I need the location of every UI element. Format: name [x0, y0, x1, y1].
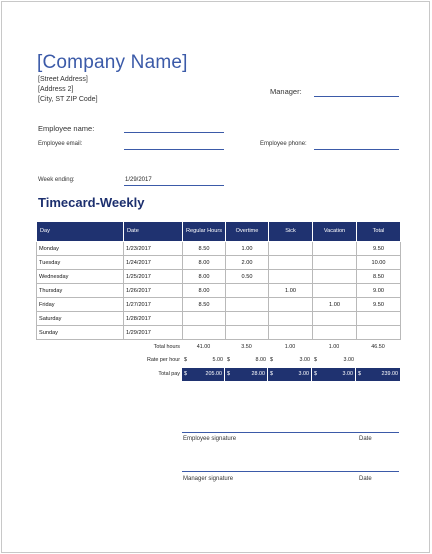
- table-row: [37, 326, 401, 340]
- manager-field[interactable]: [314, 96, 399, 97]
- regular-cell[interactable]: 8.50: [183, 242, 226, 256]
- rate-row: [147, 354, 400, 367]
- vacation-cell[interactable]: 1.00: [313, 298, 357, 312]
- employee-email-label: Employee email:: [38, 141, 83, 147]
- rate-currency: $: [314, 357, 317, 363]
- overtime-cell[interactable]: 0.50: [226, 270, 269, 284]
- address-2: [Address 2]: [38, 86, 74, 93]
- employee-phone-field[interactable]: [314, 149, 399, 150]
- sick-cell[interactable]: [269, 242, 313, 256]
- manager-label: Manager:: [270, 87, 302, 96]
- rate-label: Rate per hour: [147, 357, 180, 363]
- day-cell: Friday: [37, 298, 124, 312]
- pay-total-cell: [356, 368, 400, 381]
- total-hours-row: [153, 341, 400, 354]
- col-vacation: Vacation: [313, 222, 357, 242]
- col-total: Total: [357, 222, 401, 242]
- date-cell[interactable]: 1/23/2017: [124, 242, 183, 256]
- col-overtime: Overtime: [226, 222, 269, 242]
- employee-name-label: Employee name:: [38, 124, 95, 133]
- pay-currency: $: [270, 371, 273, 377]
- regular-cell[interactable]: 8.00: [183, 256, 226, 270]
- date-cell[interactable]: 1/28/2017: [124, 312, 183, 326]
- col-regular-hours: Regular Hours: [183, 222, 226, 242]
- col-sick: Sick: [269, 222, 313, 242]
- pay-total: 239.00: [381, 371, 398, 377]
- rate-sick[interactable]: 3.00: [299, 357, 310, 363]
- manager-signature-label: Manager signature: [183, 476, 234, 482]
- day-cell: Thursday: [37, 284, 124, 298]
- pay-vacation: 3.00: [342, 371, 353, 377]
- pay-currency: $: [314, 371, 317, 377]
- regular-cell[interactable]: [183, 312, 226, 326]
- total-regular: 41.00: [196, 344, 211, 350]
- manager-signature-line[interactable]: [182, 471, 399, 472]
- overtime-cell[interactable]: 1.00: [226, 242, 269, 256]
- pay-overtime: 28.00: [251, 371, 265, 377]
- rate-vacation[interactable]: 3.00: [343, 357, 354, 363]
- total-vacation: 1.00: [328, 344, 340, 350]
- total-cell: 9.00: [357, 284, 401, 298]
- date-cell[interactable]: 1/27/2017: [124, 298, 183, 312]
- rate-currency: $: [270, 357, 273, 363]
- total-pay-row: [158, 368, 400, 381]
- overtime-cell[interactable]: [226, 326, 269, 340]
- vacation-cell[interactable]: [313, 312, 357, 326]
- regular-cell[interactable]: [183, 326, 226, 340]
- pay-sick: 3.00: [298, 371, 309, 377]
- employee-signature-line[interactable]: [182, 432, 399, 433]
- regular-cell[interactable]: 8.00: [183, 284, 226, 298]
- rate-currency: $: [227, 357, 230, 363]
- pay-regular-cell: [182, 368, 225, 381]
- table-row: [37, 284, 401, 298]
- total-total: 46.50: [371, 344, 385, 350]
- vacation-cell[interactable]: [313, 270, 357, 284]
- total-cell: 8.50: [357, 270, 401, 284]
- employee-date-label: Date: [359, 436, 372, 442]
- total-cell: [357, 326, 401, 340]
- day-cell: Sunday: [37, 326, 124, 340]
- day-cell: Saturday: [37, 312, 124, 326]
- timecard-table: [36, 221, 401, 340]
- regular-cell[interactable]: 8.50: [183, 298, 226, 312]
- total-cell: 9.50: [357, 298, 401, 312]
- sick-cell[interactable]: [269, 270, 313, 284]
- total-overtime: 3.50: [241, 344, 252, 350]
- rate-currency: $: [184, 357, 187, 363]
- overtime-cell[interactable]: [226, 284, 269, 298]
- total-cell: 10.00: [357, 256, 401, 270]
- overtime-cell[interactable]: [226, 298, 269, 312]
- col-day: Day: [37, 222, 124, 242]
- table-row: [37, 242, 401, 256]
- day-cell: Wednesday: [37, 270, 124, 284]
- day-cell: Tuesday: [37, 256, 124, 270]
- day-cell: Monday: [37, 242, 124, 256]
- week-ending-value[interactable]: 1/29/2017: [125, 177, 152, 183]
- manager-date-label: Date: [359, 476, 372, 482]
- employee-email-field[interactable]: [124, 149, 224, 150]
- sick-cell[interactable]: [269, 326, 313, 340]
- pay-sick-cell: [268, 368, 312, 381]
- city-state-zip: [City, ST ZIP Code]: [38, 96, 98, 103]
- pay-currency: $: [227, 371, 230, 377]
- date-cell[interactable]: 1/29/2017: [124, 326, 183, 340]
- week-ending-label: Week ending:: [38, 177, 75, 183]
- vacation-cell[interactable]: [313, 242, 357, 256]
- sick-cell[interactable]: [269, 298, 313, 312]
- date-cell[interactable]: 1/24/2017: [124, 256, 183, 270]
- overtime-cell[interactable]: 2.00: [226, 256, 269, 270]
- vacation-cell[interactable]: [313, 256, 357, 270]
- date-cell[interactable]: 1/26/2017: [124, 284, 183, 298]
- employee-signature-label: Employee signature: [183, 436, 237, 442]
- rate-regular[interactable]: 5.00: [212, 357, 223, 363]
- total-pay-label: Total pay: [158, 371, 180, 377]
- total-sick: 1.00: [284, 344, 296, 350]
- total-cell: 9.50: [357, 242, 401, 256]
- sick-cell[interactable]: [269, 256, 313, 270]
- week-ending-field[interactable]: [124, 185, 224, 186]
- street-address: [Street Address]: [38, 76, 88, 83]
- vacation-cell[interactable]: [313, 326, 357, 340]
- table-header-row: [37, 222, 401, 242]
- pay-currency: $: [358, 371, 361, 377]
- table-row: [37, 256, 401, 270]
- pay-vacation-cell: [312, 368, 356, 381]
- total-cell: [357, 312, 401, 326]
- company-name: [Company Name]: [37, 52, 188, 73]
- date-cell[interactable]: 1/25/2017: [124, 270, 183, 284]
- sick-cell[interactable]: 1.00: [269, 284, 313, 298]
- pay-overtime-cell: [225, 368, 268, 381]
- timecard-sheet: [1, 1, 430, 553]
- vacation-cell[interactable]: [313, 284, 357, 298]
- employee-phone-label: Employee phone:: [260, 141, 307, 147]
- col-date: Date: [124, 222, 183, 242]
- table-row: [37, 298, 401, 312]
- sick-cell[interactable]: [269, 312, 313, 326]
- rate-overtime[interactable]: 8.00: [255, 357, 266, 363]
- table-row: [37, 312, 401, 326]
- timecard-title: Timecard-Weekly: [38, 195, 145, 210]
- overtime-cell[interactable]: [226, 312, 269, 326]
- employee-name-field[interactable]: [124, 132, 224, 133]
- total-hours-label: Total hours: [153, 344, 180, 350]
- pay-currency: $: [184, 371, 187, 377]
- pay-regular: 205.00: [205, 371, 222, 377]
- table-row: [37, 270, 401, 284]
- regular-cell[interactable]: 8.00: [183, 270, 226, 284]
